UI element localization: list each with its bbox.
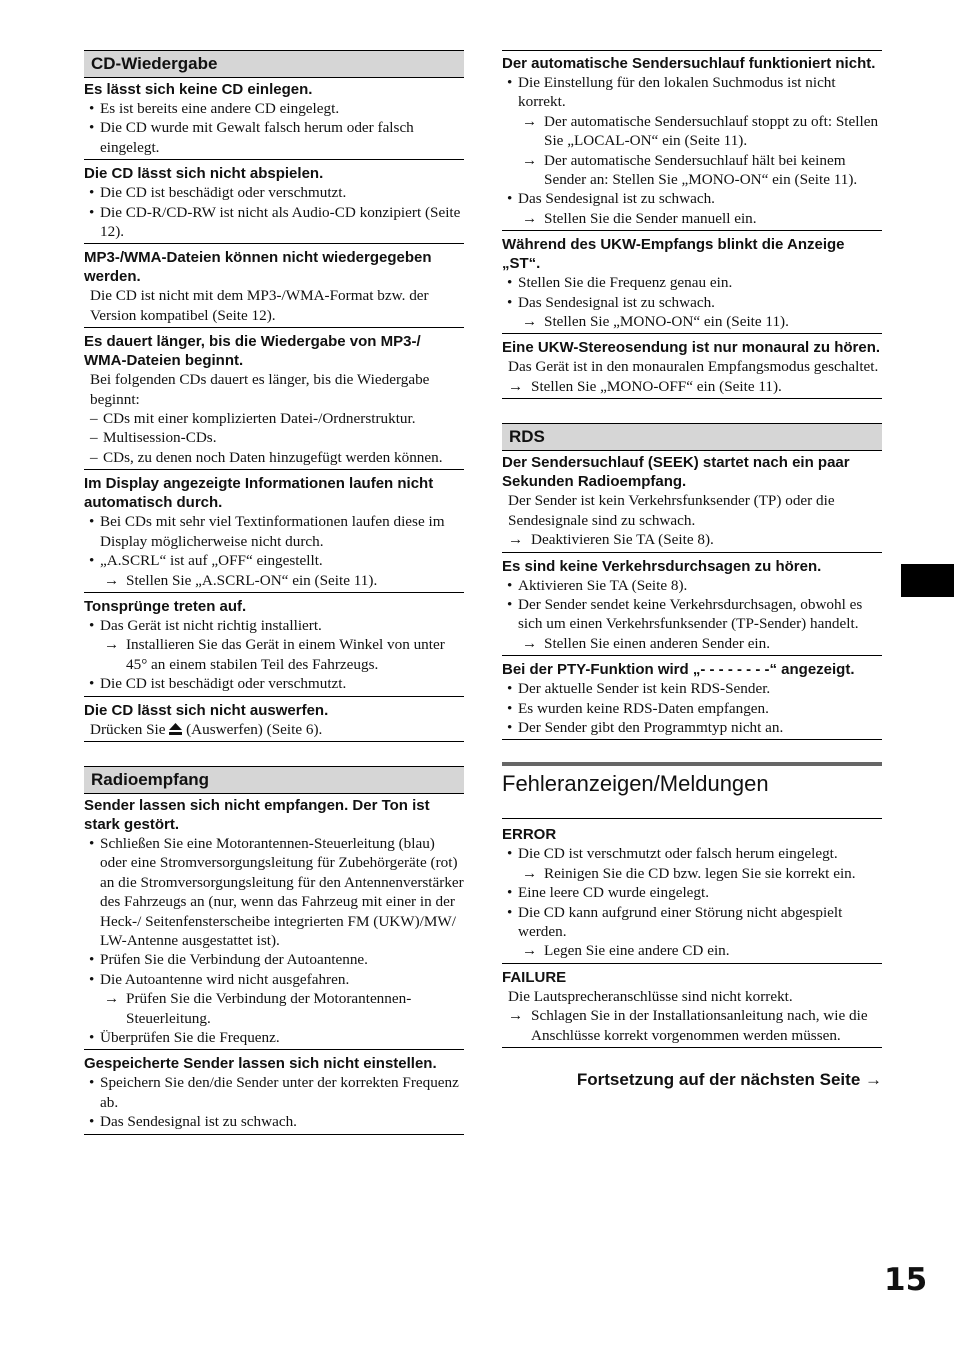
- entry-title: Sender lassen sich nicht empfangen. Der Ton ist stark gestört.: [84, 796, 430, 833]
- arrow-item: → Deaktivieren Sie TA (Seite 8).: [502, 530, 882, 549]
- entry-seek-starts: [502, 453, 882, 552]
- paragraph: Der Sender ist kein Verkehrsfunksender (TP) oder die Sendesignale sind zu schwach.: [508, 492, 835, 529]
- arrow-item: → Legen Sie eine andere CD ein.: [502, 941, 882, 960]
- entry-title: Es sind keine Verkehrsdurchsagen zu hören.: [502, 557, 822, 575]
- bullet-item: • Die Autoantenne wird nicht ausgefahren.: [84, 970, 464, 989]
- entry-title: Die CD lässt sich nicht auswerfen.: [84, 701, 329, 719]
- arrow-item: → Der automatische Sendersuchlauf stoppt zu oft: Stellen Sie „LOCAL-ON“ ein (Seite 11).: [502, 112, 882, 151]
- entry-title: Während des UKW-Empfangs blinkt die Anzeige „ST“.: [502, 236, 845, 273]
- bullet-item: • Die CD-R/CD-RW ist nicht als Audio-CD konzipiert (Seite 12).: [84, 203, 464, 242]
- section-heading-errors: Fehleranzeigen/Meldungen: [502, 762, 882, 819]
- bullet-item: • Es wurden keine RDS-Daten empfangen.: [502, 699, 882, 718]
- bullet-item: • Schließen Sie eine Motorantennen-Steuerleitung (blau) oder eine Stromversorgungsleitung für Zubehörgeräte (rot) an die Stromversorgungsleitung für den Antennenverstärker des Fahrzeugs an (nur, wenn das Fahrzeug mit einer in der Heck-/ Seitenfensterscheibe integrierten FM (UKW)/MW/ LW-Antenne ausgestattet ist).: [84, 834, 464, 950]
- entry-title: Der automatische Sendersuchlauf funktioniert nicht.: [502, 55, 876, 72]
- bullet-item: • Überprüfen Sie die Frequenz.: [84, 1028, 464, 1047]
- bullet-item: • Speichern Sie den/die Sender unter der korrekten Frequenz ab.: [84, 1073, 464, 1112]
- arrow-item: → Stellen Sie „MONO-ON“ ein (Seite 11).: [502, 312, 882, 331]
- eject-icon: [169, 723, 182, 735]
- bullet-item: • Das Sendesignal ist zu schwach.: [502, 189, 882, 208]
- section-heading-radio: Radioempfang: [84, 766, 464, 794]
- entry-title: Tonsprünge treten auf.: [84, 597, 247, 615]
- bullet-item: • Die CD ist beschädigt oder verschmutzt.: [84, 674, 464, 693]
- bullet-item: • Die CD ist verschmutzt oder falsch herum eingelegt.: [502, 844, 882, 863]
- bullet-item: • Die Einstellung für den lokalen Suchmodus ist nicht korrekt.: [502, 73, 882, 112]
- bullet-item: • Die CD wurde mit Gewalt falsch herum oder falsch eingelegt.: [84, 118, 464, 157]
- dash-item: – CDs mit einer komplizierten Datei-/Ordnerstruktur.: [84, 409, 464, 428]
- arrow-item: → Stellen Sie einen anderen Sender ein.: [502, 634, 882, 653]
- bullet-item: • Prüfen Sie die Verbindung der Autoantenne.: [84, 950, 464, 969]
- dash-item: – Multisession-CDs.: [84, 428, 464, 447]
- entry-auto-seek: [502, 50, 882, 231]
- right-column: [502, 50, 882, 1090]
- bullet-item: • Die CD kann aufgrund einer Störung nicht abgespielt werden.: [502, 903, 882, 942]
- arrow-item: → Stellen Sie „A.SCRL-ON“ ein (Seite 11).: [84, 571, 464, 590]
- paragraph: [84, 720, 464, 739]
- entry-title: Die CD lässt sich nicht abspielen.: [84, 165, 324, 183]
- section-heading-rds: RDS: [502, 423, 882, 451]
- paragraph: Bei folgenden CDs dauert es länger, bis die Wiedergabe beginnt:: [90, 371, 430, 408]
- arrow-item: → Stellen Sie „MONO-OFF“ ein (Seite 11).: [502, 377, 882, 396]
- arrow-item: → Stellen Sie die Sender manuell ein.: [502, 209, 882, 228]
- bullet-item: • Der aktuelle Sender ist kein RDS-Sender.: [502, 679, 882, 698]
- entry-stereo-mono: [502, 338, 882, 399]
- entry-title: Im Display angezeigte Informationen laufen nicht automatisch durch.: [84, 475, 434, 512]
- paragraph: Die CD ist nicht mit dem MP3-/WMA-Format bzw. der Version kompatibel (Seite 12).: [90, 287, 429, 324]
- section-heading-cd: CD-Wiedergabe: [84, 50, 464, 78]
- arrow-item: → Prüfen Sie die Verbindung der Motorantennen-Steuerleitung.: [84, 989, 464, 1028]
- entry-title: Gespeicherte Sender lassen sich nicht einstellen.: [84, 1055, 437, 1073]
- entry-title: ERROR: [502, 826, 557, 844]
- bullet-item: • Der Sender gibt den Programmtyp nicht an.: [502, 718, 882, 737]
- entry-title: Der Sendersuchlauf (SEEK) startet nach ein paar Sekunden Radioempfang.: [502, 454, 850, 491]
- entry-title: Bei der PTY-Funktion wird „- - - - - - - -“ angezeigt.: [502, 661, 855, 679]
- dash-item: – CDs, zu denen noch Daten hinzugefügt werden können.: [84, 448, 464, 467]
- bullet-item: • Bei CDs mit sehr viel Textinformationen laufen diese im Display möglicherweise nicht durch.: [84, 512, 464, 551]
- entry-error: [502, 825, 882, 963]
- side-tab-marker: [901, 564, 954, 597]
- bullet-item: • Aktivieren Sie TA (Seite 8).: [502, 576, 882, 595]
- arrow-item: → Schlagen Sie in der Installationsanleitung nach, wie die Anschlüsse korrekt vorgenommen werden müssen.: [502, 1006, 882, 1045]
- bullet-item: • Der Sender sendet keine Verkehrsdurchsagen, obwohl es sich um einen Verkehrsfunksender (TP-Sender) handelt.: [502, 595, 882, 634]
- entry-title: MP3-/WMA-Dateien können nicht wiedergegeben werden.: [84, 249, 432, 286]
- bullet-item: • Das Gerät ist nicht richtig installiert.: [84, 616, 464, 635]
- entry-st-blink: [502, 235, 882, 334]
- entry-title: Eine UKW-Stereosendung ist nur monaural zu hören.: [502, 339, 881, 357]
- bullet-item: • Das Sendesignal ist zu schwach.: [502, 293, 882, 312]
- paragraph-rest: (Auswerfen) (Seite 6).: [186, 720, 323, 738]
- arrow-item: → Der automatische Sendersuchlauf hält bei keinem Sender an: Stellen Sie „MONO-ON“ ein (Seite 11).: [502, 151, 882, 190]
- left-column: [84, 50, 464, 1135]
- bullet-item: • Das Sendesignal ist zu schwach.: [84, 1112, 464, 1131]
- entry-title: Es lässt sich keine CD einlegen.: [84, 81, 313, 98]
- entry-cd-play: [84, 164, 464, 244]
- entry-title: Es dauert länger, bis die Wiedergabe von MP3-/ WMA-Dateien beginnt.: [84, 333, 421, 370]
- paragraph-lead: Drücken Sie: [90, 720, 166, 738]
- entry-skipping: [84, 597, 464, 697]
- entry-failure: [502, 968, 882, 1048]
- paragraph: Die Lautsprecheranschlüsse sind nicht korrekt.: [508, 987, 793, 1005]
- paragraph: Das Gerät ist in den monauralen Empfangsmodus geschaltet.: [508, 358, 879, 376]
- entry-cd-insert: [84, 80, 464, 160]
- page-number: 15: [884, 1262, 928, 1298]
- entry-display-scroll: [84, 474, 464, 593]
- entry-mp3-play: [84, 248, 464, 328]
- entry-mp3-delay: [84, 332, 464, 470]
- bullet-item: • Die CD ist beschädigt oder verschmutzt.: [84, 183, 464, 202]
- bullet-item: • Es ist bereits eine andere CD eingelegt.: [84, 99, 464, 118]
- bullet-item: • Eine leere CD wurde eingelegt.: [502, 883, 882, 902]
- entry-pty: [502, 660, 882, 740]
- arrow-item: → Installieren Sie das Gerät in einem Winkel von unter 45° an einem stabilen Teil des Fahrzeugs.: [84, 635, 464, 674]
- entry-cd-eject: [84, 701, 464, 742]
- entry-title: FAILURE: [502, 968, 567, 986]
- continued-note: Fortsetzung auf der nächsten Seite →: [576, 1070, 882, 1089]
- bullet-item: • Stellen Sie die Frequenz genau ein.: [502, 273, 882, 292]
- entry-preset-stations: [84, 1054, 464, 1134]
- entry-no-traffic: [502, 557, 882, 657]
- arrow-item: → Reinigen Sie die CD bzw. legen Sie sie korrekt ein.: [502, 864, 882, 883]
- entry-radio-reception: [84, 796, 464, 1050]
- bullet-item: • „A.SCRL“ ist auf „OFF“ eingestellt.: [84, 551, 464, 570]
